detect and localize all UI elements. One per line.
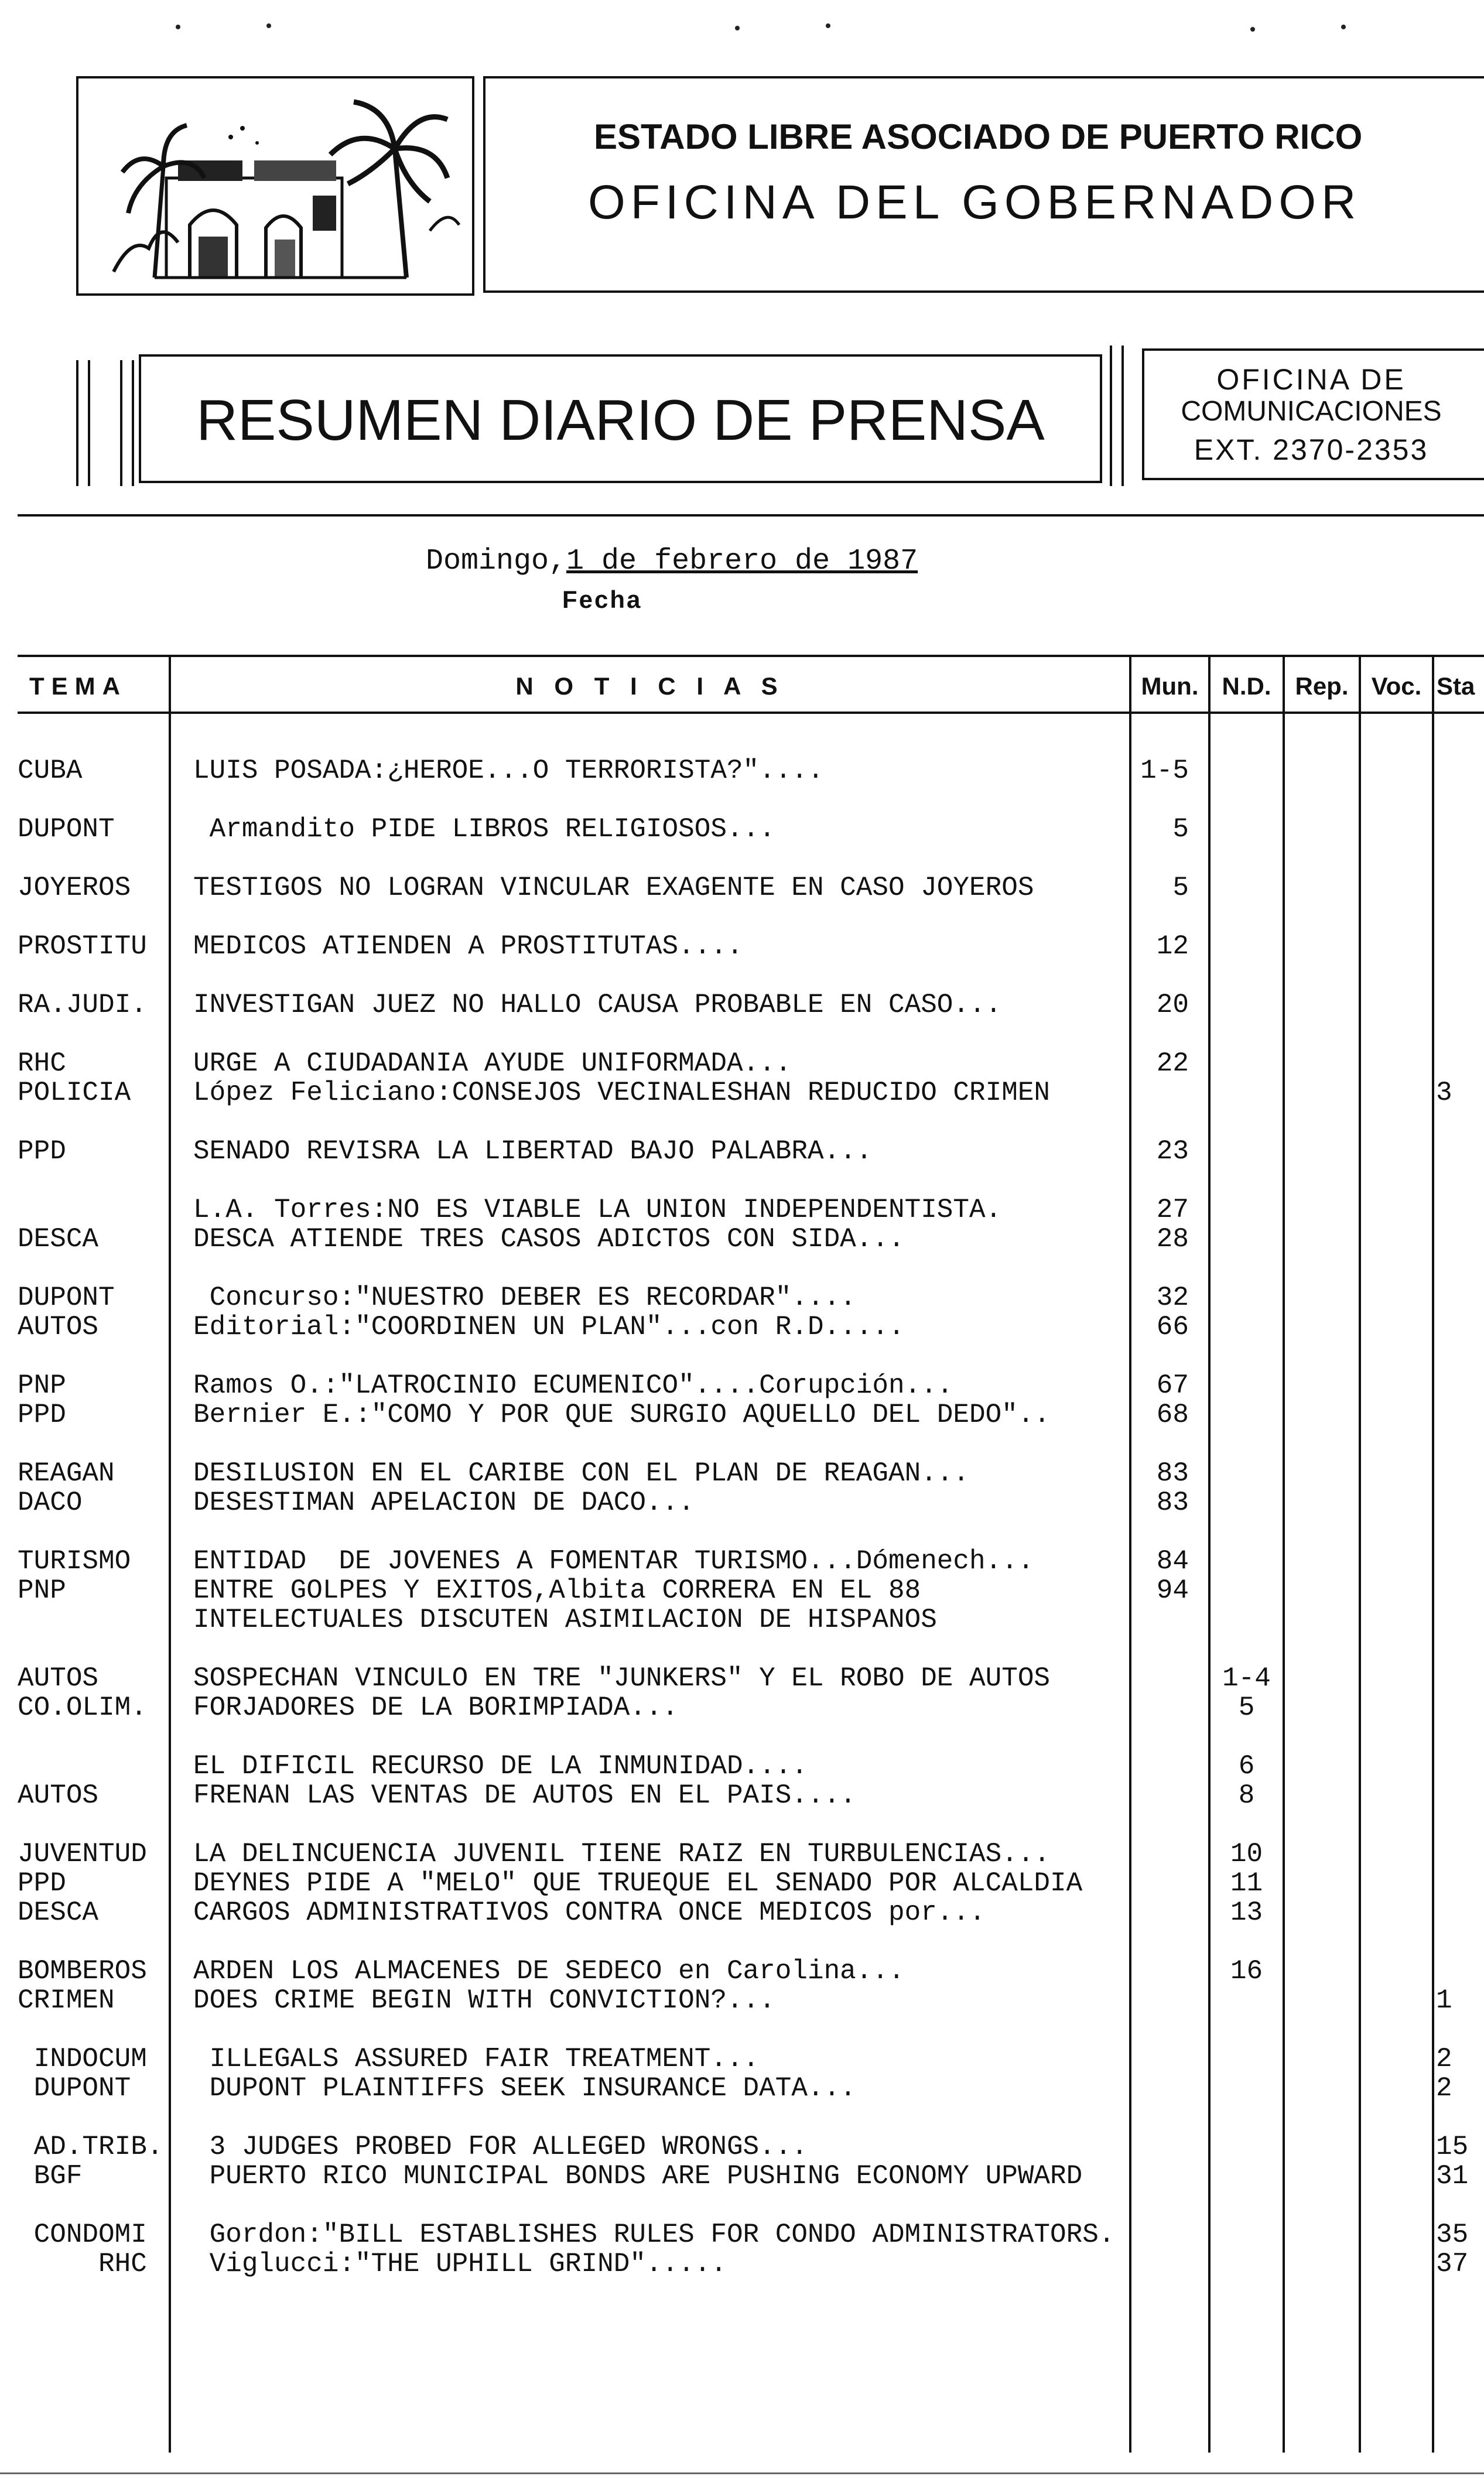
row-mun: 12: [1156, 931, 1189, 962]
row-tema: DACO: [18, 1487, 83, 1518]
row-mun: 32: [1156, 1282, 1189, 1313]
row-sta: 3: [1436, 1078, 1452, 1108]
row-noticia: ILLEGALS ASSURED FAIR TREATMENT...: [193, 2044, 760, 2074]
row-noticia: INVESTIGAN JUEZ NO HALLO CAUSA PROBABLE EN CASO...: [193, 990, 1002, 1020]
row-tema: JUVENTUD: [18, 1839, 147, 1869]
row-tema: AUTOS: [18, 1780, 99, 1811]
row-mun: 27: [1156, 1195, 1189, 1225]
row-noticia: Armandito PIDE LIBROS RELIGIOSOS...: [193, 814, 775, 844]
row-tema: PPD: [18, 1136, 66, 1167]
row-mun: 84: [1156, 1546, 1189, 1576]
row-sta: 2: [1436, 2044, 1452, 2074]
date-prefix: Domingo,: [426, 545, 567, 578]
row-noticia: ENTIDAD DE JOVENES A FOMENTAR TURISMO...Dómenech...: [193, 1546, 1034, 1576]
row-tema: CRIMEN: [18, 1985, 115, 2016]
row-mun: 22: [1156, 1048, 1189, 1079]
row-tema: RA.JUDI.: [18, 990, 147, 1020]
column-rule: [1283, 655, 1285, 2453]
row-tema: RHC: [18, 2249, 147, 2279]
row-mun: 20: [1156, 990, 1189, 1020]
row-tema: DESCA: [18, 1897, 99, 1928]
banner-rule: [120, 360, 122, 486]
row-noticia: DESESTIMAN APELACION DE DACO...: [193, 1487, 695, 1518]
row-sta: 2: [1436, 2073, 1452, 2104]
fortaleza-logo-icon: [78, 78, 472, 293]
row-nd: 6: [1238, 1751, 1255, 1781]
row-mun: 94: [1156, 1575, 1189, 1606]
row-noticia: Gordon:"BILL ESTABLISHES RULES FOR CONDO ADMINISTRATORS.: [193, 2219, 1115, 2250]
row-nd: 16: [1230, 1956, 1263, 1986]
row-noticia: 3 JUDGES PROBED FOR ALLEGED WRONGS...: [193, 2132, 808, 2162]
row-tema: AD.TRIB.: [18, 2132, 163, 2162]
row-sta: 31: [1436, 2161, 1469, 2191]
row-tema: PROSTITU: [18, 931, 147, 962]
row-noticia: Ramos O.:"LATROCINIO ECUMENICO"....Corupción...: [193, 1370, 953, 1401]
scan-edge: [0, 2472, 1484, 2474]
row-noticia: MEDICOS ATIENDEN A PROSTITUTAS....: [193, 931, 743, 962]
date-label: Fecha: [562, 586, 642, 613]
row-nd: 5: [1238, 1692, 1255, 1723]
row-mun: 1-5: [1140, 755, 1189, 786]
row-noticia: TESTIGOS NO LOGRAN VINCULAR EXAGENTE EN CASO JOYEROS: [193, 873, 1034, 903]
row-tema: PNP: [18, 1370, 66, 1401]
speck: [735, 26, 740, 30]
speck: [176, 25, 180, 29]
row-mun: 67: [1156, 1370, 1189, 1401]
row-tema: DUPONT: [18, 2073, 131, 2104]
banner-title: RESUMEN DIARIO DE PRENSA: [196, 388, 1045, 452]
row-noticia: PUERTO RICO MUNICIPAL BONDS ARE PUSHING ECONOMY UPWARD: [193, 2161, 1083, 2191]
row-mun: 68: [1156, 1400, 1189, 1430]
row-tema: RHC: [18, 1048, 66, 1079]
banner-rule: [1121, 346, 1124, 486]
office-line-1: OFICINA DE: [1216, 363, 1406, 396]
row-nd: 13: [1230, 1897, 1263, 1928]
banner-rule: [1110, 346, 1112, 486]
speck: [826, 23, 830, 28]
row-tema: PPD: [18, 1868, 66, 1899]
row-noticia: L.A. Torres:NO ES VIABLE LA UNION INDEPENDENTISTA.: [193, 1195, 1002, 1225]
logo-frame: [76, 76, 474, 296]
date-value: 1 de febrero de 1987: [566, 545, 918, 578]
row-noticia: SENADO REVISRA LA LIBERTAD BAJO PALABRA...: [193, 1136, 873, 1167]
row-noticia: DUPONT PLAINTIFFS SEEK INSURANCE DATA...: [193, 2073, 856, 2104]
row-noticia: ENTRE GOLPES Y EXITOS,Albita CORRERA EN EL 88: [193, 1575, 921, 1606]
row-nd: 8: [1238, 1780, 1255, 1811]
row-nd: 10: [1230, 1839, 1263, 1869]
row-noticia: Bernier E.:"COMO Y POR QUE SURGIO AQUELLO DEL DEDO"..: [193, 1400, 1051, 1430]
header-divider: [18, 514, 1484, 517]
table-top-rule: [18, 655, 1484, 657]
column-rule: [169, 655, 171, 2453]
row-noticia: Concurso:"NUESTRO DEBER ES RECORDAR"....: [193, 1282, 856, 1313]
row-tema: PPD: [18, 1400, 66, 1430]
row-tema: AUTOS: [18, 1663, 99, 1694]
row-mun: 83: [1156, 1487, 1189, 1518]
row-noticia: EL DIFICIL RECURSO DE LA INMUNIDAD....: [193, 1751, 808, 1781]
col-header-tema: TEMA: [29, 672, 127, 700]
row-sta: 1: [1436, 1985, 1452, 2016]
banner-frame: [139, 354, 1102, 483]
row-noticia: FRENAN LAS VENTAS DE AUTOS EN EL PAIS....: [193, 1780, 856, 1811]
col-header-sta: Sta: [1437, 672, 1475, 700]
row-noticia: Viglucci:"THE UPHILL GRIND".....: [193, 2249, 727, 2279]
column-rule: [1432, 655, 1434, 2453]
row-noticia: LUIS POSADA:¿HEROE...O TERRORISTA?"....: [193, 755, 824, 786]
row-noticia: DESCA ATIENDE TRES CASOS ADICTOS CON SIDA...: [193, 1224, 905, 1254]
row-noticia: SOSPECHAN VINCULO EN TRE "JUNKERS" Y EL ROBO DE AUTOS: [193, 1663, 1051, 1694]
row-nd: 11: [1230, 1868, 1263, 1899]
speck: [1250, 27, 1255, 32]
row-mun: 5: [1172, 814, 1189, 844]
row-sta: 37: [1436, 2249, 1469, 2279]
header-line-2: OFICINA DEL GOBERNADOR: [588, 176, 1362, 229]
col-header-rep: Rep.: [1295, 672, 1349, 700]
row-tema: AUTOS: [18, 1312, 99, 1342]
row-tema: BOMBEROS: [18, 1956, 147, 1986]
row-tema: DUPONT: [18, 1282, 115, 1313]
row-noticia: López Feliciano:CONSEJOS VECINALESHAN REDUCIDO CRIMEN: [193, 1078, 1051, 1108]
header-line-1: ESTADO LIBRE ASOCIADO DE PUERTO RICO: [594, 117, 1363, 156]
row-tema: POLICIA: [18, 1078, 131, 1108]
row-tema: CO.OLIM.: [18, 1692, 147, 1723]
row-mun: 83: [1156, 1458, 1189, 1489]
row-noticia: URGE A CIUDADANIA AYUDE UNIFORMADA...: [193, 1048, 792, 1079]
banner-rule: [76, 360, 78, 486]
date-line: [426, 545, 918, 578]
row-mun: 23: [1156, 1136, 1189, 1167]
col-header-noticias: N O T I C I A S: [515, 672, 785, 700]
row-sta: 15: [1436, 2132, 1469, 2162]
banner-rule: [132, 360, 134, 486]
speck: [1341, 25, 1346, 29]
title-frame: [483, 76, 1484, 293]
col-header-nd: N.D.: [1222, 672, 1271, 700]
row-tema: TURISMO: [18, 1546, 131, 1576]
row-noticia: DOES CRIME BEGIN WITH CONVICTION?...: [193, 1985, 775, 2016]
office-frame: [1142, 348, 1484, 480]
row-noticia: LA DELINCUENCIA JUVENIL TIENE RAIZ EN TURBULENCIAS...: [193, 1839, 1051, 1869]
row-noticia: Editorial:"COORDINEN UN PLAN"...con R.D.....: [193, 1312, 905, 1342]
col-header-mun: Mun.: [1141, 672, 1199, 700]
row-tema: CUBA: [18, 755, 83, 786]
row-noticia: INTELECTUALES DISCUTEN ASIMILACION DE HISPANOS: [193, 1605, 937, 1635]
row-nd: 1-4: [1222, 1663, 1271, 1694]
row-sta: 35: [1436, 2219, 1469, 2250]
row-noticia: DEYNES PIDE A "MELO" QUE TRUEQUE EL SENADO POR ALCALDIA: [193, 1868, 1083, 1899]
row-mun: 66: [1156, 1312, 1189, 1342]
banner-rule: [88, 360, 90, 486]
row-noticia: CARGOS ADMINISTRATIVOS CONTRA ONCE MEDICOS por...: [193, 1897, 986, 1928]
office-line-3: EXT. 2370-2353: [1194, 433, 1429, 466]
row-noticia: ARDEN LOS ALMACENES DE SEDECO en Carolina...: [193, 1956, 905, 1986]
row-tema: BGF: [18, 2161, 83, 2191]
row-tema: PNP: [18, 1575, 66, 1606]
column-rule: [1359, 655, 1361, 2453]
office-line-2: COMUNICACIONES: [1181, 396, 1442, 427]
row-noticia: DESILUSION EN EL CARIBE CON EL PLAN DE REAGAN...: [193, 1458, 970, 1489]
row-tema: JOYEROS: [18, 873, 131, 903]
row-tema: DESCA: [18, 1224, 99, 1254]
row-tema: DUPONT: [18, 814, 115, 844]
row-tema: CONDOMI: [18, 2219, 147, 2250]
row-tema: REAGAN: [18, 1458, 115, 1489]
col-header-voc: Voc.: [1371, 672, 1422, 700]
row-tema: INDOCUM: [18, 2044, 147, 2074]
row-mun: 5: [1172, 873, 1189, 903]
row-noticia: FORJADORES DE LA BORIMPIADA...: [193, 1692, 679, 1723]
table-header-rule: [18, 712, 1484, 714]
column-rule: [1208, 655, 1211, 2453]
row-mun: 28: [1156, 1224, 1189, 1254]
speck: [266, 23, 271, 28]
